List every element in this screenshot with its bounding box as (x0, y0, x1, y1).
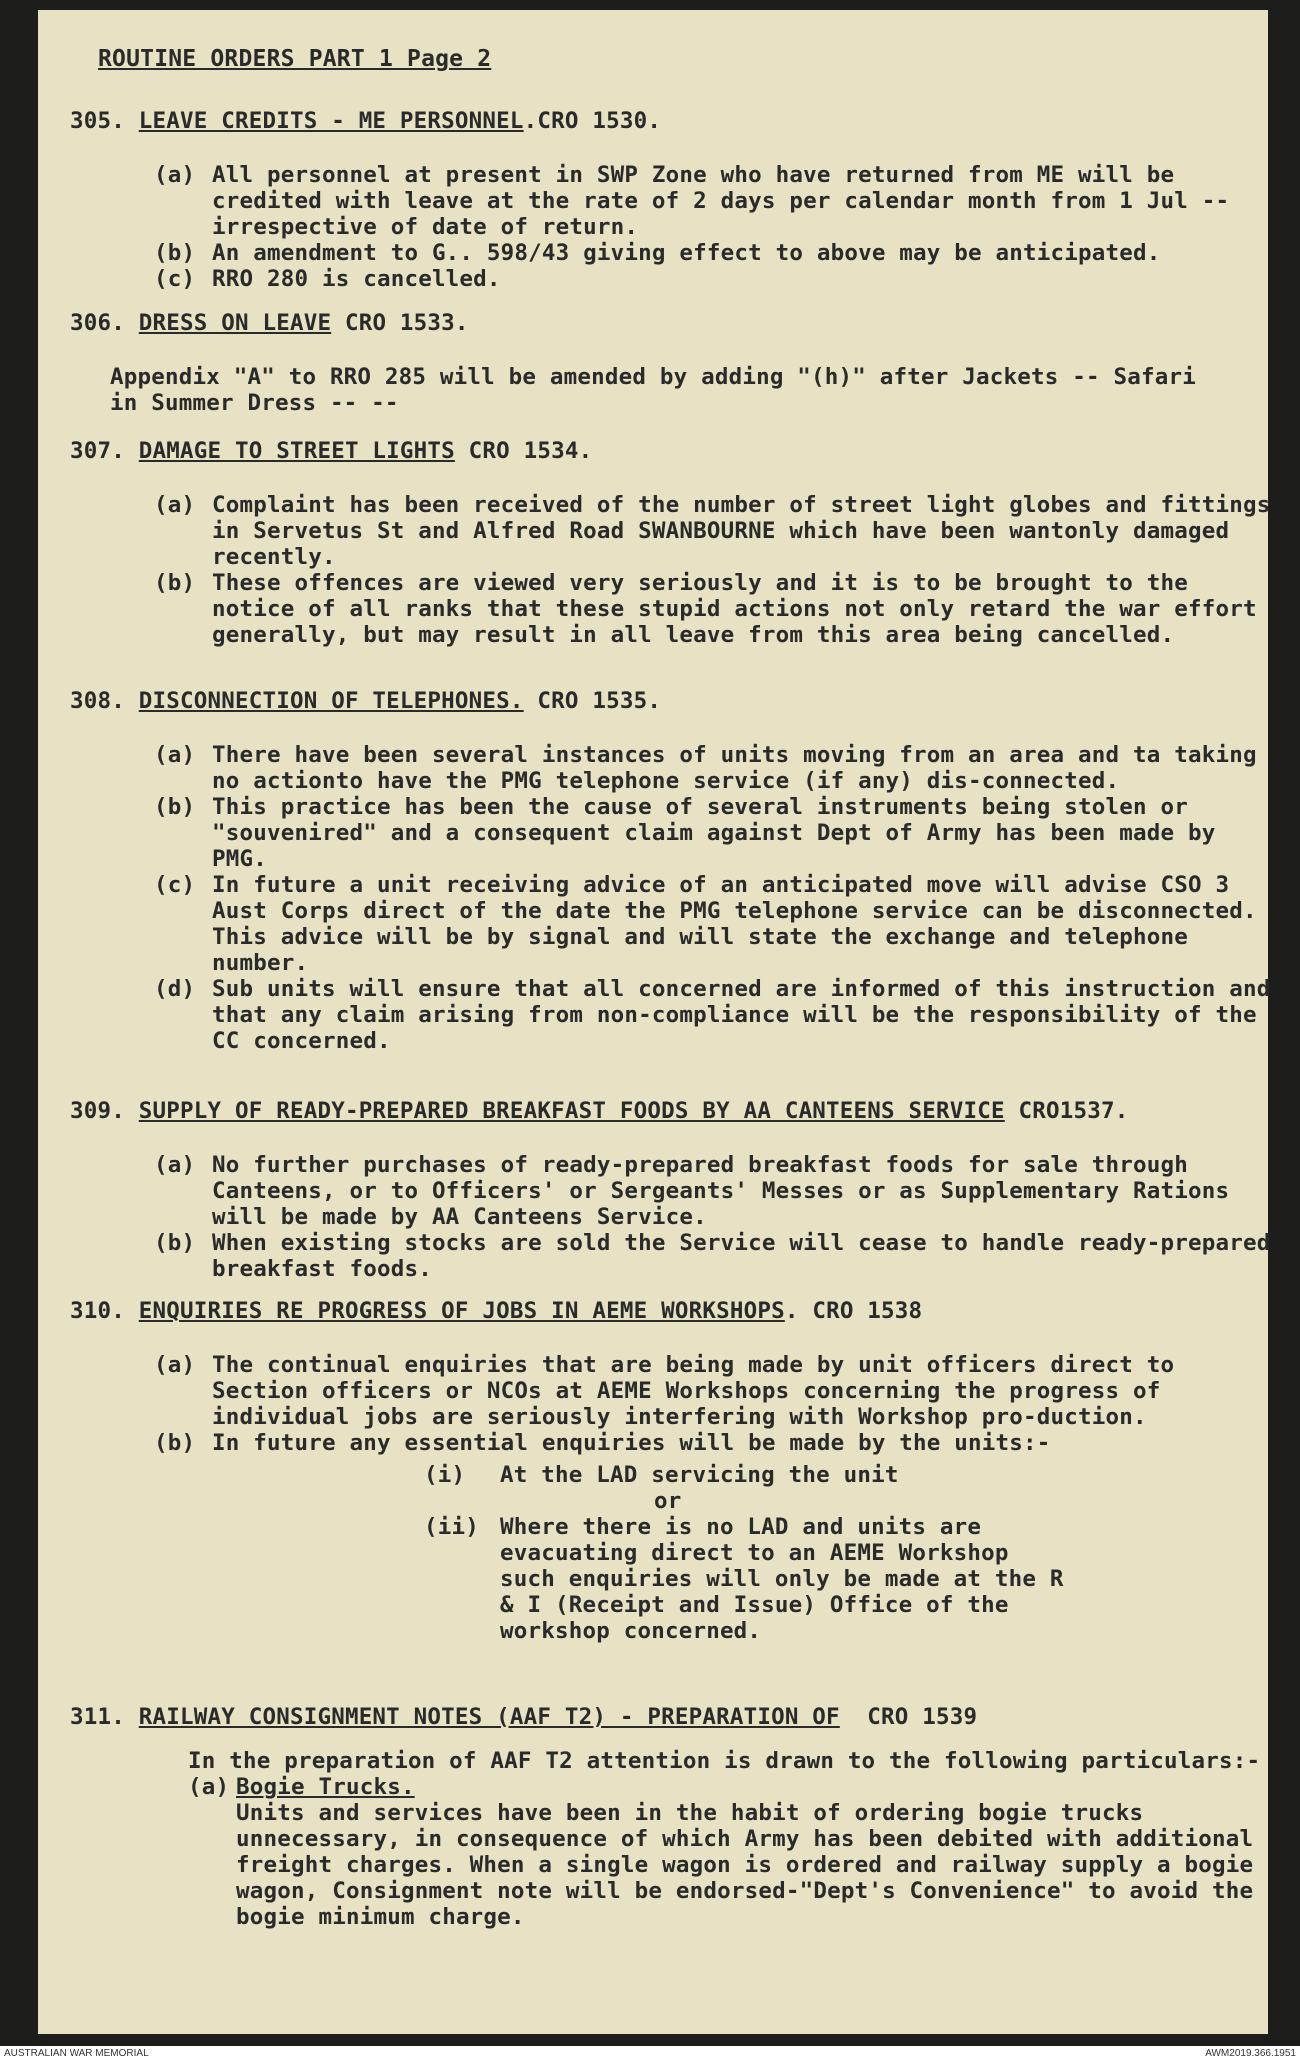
list-item: (a) No further purchases of ready-prepared breakfast foods for sale through Canteens, or to Officers' or Sergeants' Messes or as Supplementary Rations will be made by AA Canteens Service. (154, 1152, 1230, 1230)
page-header: ROUTINE ORDERS PART 1 Page 2 (98, 46, 492, 72)
section-309 (70, 1098, 1271, 1282)
section-title: 305. LEAVE CREDITS - ME PERSONNEL.CRO 1530. (70, 108, 662, 134)
section-title: 309. SUPPLY OF READY-PREPARED BREAKFAST FOODS BY AA CANTEENS SERVICE CRO1537. (70, 1098, 1129, 1124)
section-310 (70, 1298, 1260, 1644)
list-item: (a) The continual enquiries that are being made by unit officers direct to Section officers or NCOs at AEME Workshops concerning the progress of individual jobs are seriously interfering with Workshop pro-duction. (154, 1352, 1175, 1430)
section-title: 307. DAMAGE TO STREET LIGHTS CRO 1534. (70, 438, 593, 464)
section-body (154, 492, 1274, 648)
section-307 (70, 438, 1271, 648)
section-306 (70, 310, 1260, 416)
section-title: 308. DISCONNECTION OF TELEPHONES. CRO 1535. (70, 688, 662, 714)
or-connector: or (654, 1488, 682, 1514)
section-body (110, 364, 1230, 416)
list-item: (a) Bogie Trucks. Units and services have been in the habit of ordering bogie trucks unnecessary, in consequence of which Army has been debited with additional freight charges. When a single wagon is ordered and railway supply a bogie wagon, Consignment note will be endorsed-"Dept's Convenience" to avoid the bogie minimum charge. (188, 1774, 1268, 1930)
sub-list-item: (ii) Where there is no LAD and units are evacuating direct to an AEME Workshop such enquiries will only be made at the R & I (Receipt and Issue) Office of the workshop concerned. (424, 1514, 1064, 1644)
list-item: (a) There have been several instances of units moving from an area and ta taking no actionto have the PMG telephone service (if any) dis-connected. (154, 742, 1257, 794)
list-item: (b) These offences are viewed very seriously and it is to be brought to the notice of all ranks that these stupid actions not only retard the war effort generally, but may result in all leave from this area being cancelled. (154, 570, 1257, 648)
footer-bar (0, 2046, 1300, 2061)
section-body (154, 1152, 1274, 1282)
list-item: (c) In future a unit receiving advice of an anticipated move will advise CSO 3 Aust Corps direct of the date the PMG telephone service can be disconnected. This advice will be by signal and will state the exchange and telephone number. (154, 872, 1257, 976)
list-item: (b) In future any essential enquiries will be made by the units:- (154, 1430, 1051, 1456)
footer-accession: AWM2019.366.1951 (1205, 2048, 1296, 2059)
document-page (38, 10, 1271, 2034)
list-item: (a) All personnel at present in SWP Zone who have returned from ME will be credited with leave at the rate of 2 days per calendar month from 1 Jul -- irrespective of date of return. (154, 162, 1230, 240)
section-308 (70, 688, 1271, 1054)
section-title: 311. RAILWAY CONSIGNMENT NOTES (AAF T2) - PREPARATION OF CRO 1539 (70, 1704, 978, 1730)
list-item: (b) This practice has been the cause of several instruments being stolen or "souvenired" and a consequent claim against Dept of Army has been made by PMG. (154, 794, 1216, 872)
section-body (154, 162, 1274, 292)
footer-credit: AUSTRALIAN WAR MEMORIAL (4, 2048, 149, 2059)
item-heading: Bogie Trucks. (236, 1774, 415, 1800)
section-body (188, 1748, 1268, 1930)
section-title: 306. DRESS ON LEAVE CRO 1533. (70, 310, 469, 336)
section-305 (70, 108, 1260, 292)
list-item: (b) An amendment to G.. 598/43 giving effect to above may be anticipated. (154, 240, 1161, 266)
list-item: (c) RRO 280 is cancelled. (154, 266, 501, 292)
section-title: 310. ENQUIRIES RE PROGRESS OF JOBS IN AEME WORKSHOPS. CRO 1538 (70, 1298, 923, 1324)
section-body (154, 742, 1274, 1054)
list-item: (a) Complaint has been received of the number of street light globes and fittings in Servetus St and Alfred Road SWANBOURNE which have been wantonly damaged recently. (154, 492, 1271, 570)
paragraph: Appendix "A" to RRO 285 will be amended by adding "(h)" after Jackets -- Safari in Summer Dress -- -- (110, 364, 1196, 416)
list-item: (b) When existing stocks are sold the Service will cease to handle ready-prepared breakfast foods. (154, 1230, 1271, 1282)
section-body (154, 1352, 1274, 1644)
paragraph: In the preparation of AAF T2 attention is drawn to the following particulars:- (188, 1748, 1261, 1774)
list-item: (d) Sub units will ensure that all concerned are informed of this instruction and that any claim arising from non-compliance will be the responsibility of the CC concerned. (154, 976, 1271, 1054)
section-311 (70, 1704, 1260, 1930)
sub-list (424, 1462, 1064, 1644)
sub-list-item: (i) At the LAD servicing the unit (424, 1462, 899, 1488)
